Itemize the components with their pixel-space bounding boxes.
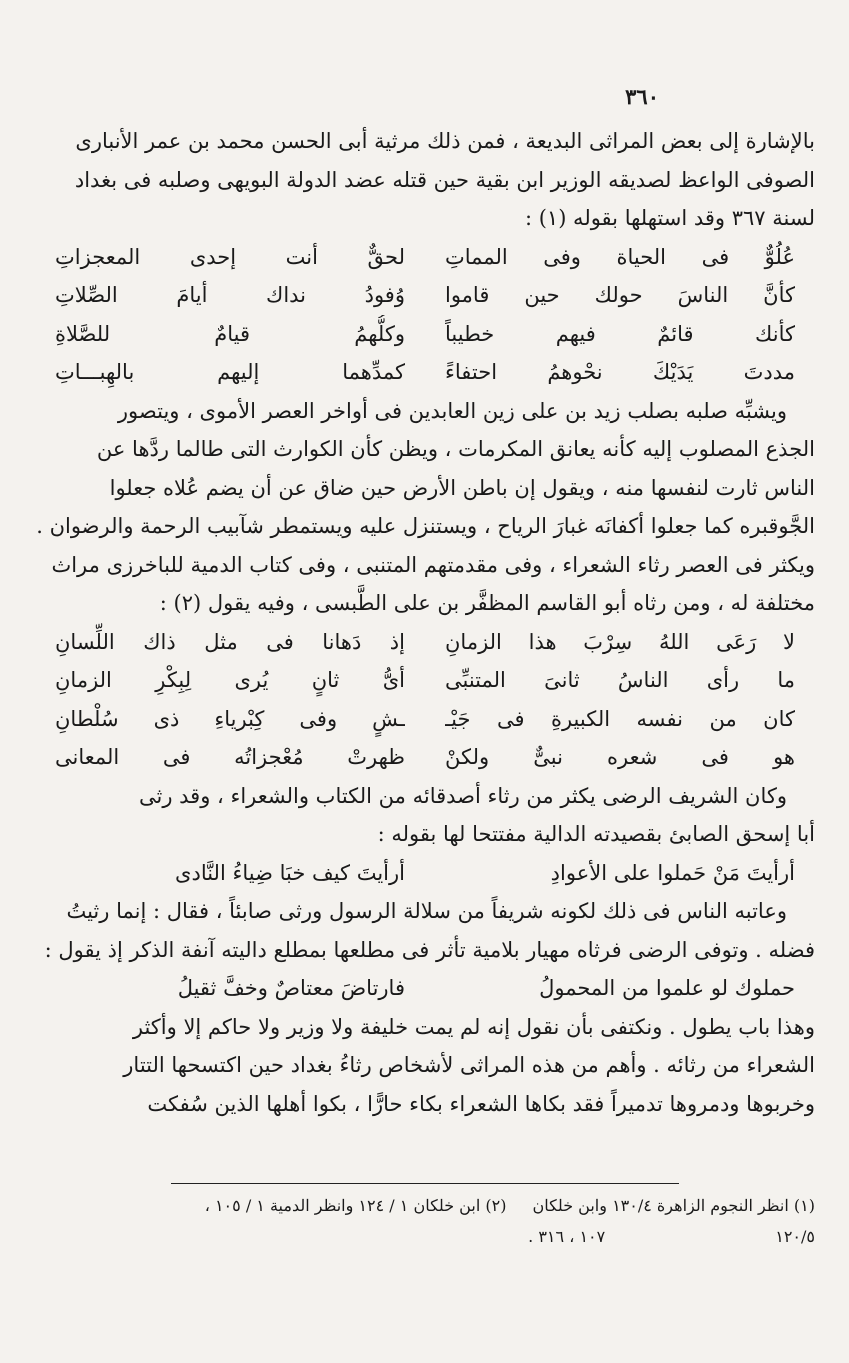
text-line: وخربوها ودمروها تدميراً فقد بكاها الشعراء بكاء حارًّا ، بكوا أهلها الذين سُفكت [147,1091,815,1116]
verse-hemistich: كمدِّهما إليهم بالهِبـــاتِ [55,360,405,384]
verse-hemistich: حملوك لو علموا من المحمولُ [539,976,795,1000]
text-line: وهذا باب يطول . ونكتفى بأن نقول إنه لم يمت خليفة ولا وزير ولا حاكم إلا وأكثر [132,1014,815,1039]
text-line: أبا إسحق الصابئ بقصيدته الدالية مفتتحا لها بقوله : [377,822,815,846]
verse-hemistich: إذ دَهانا فى مثل ذاك اللِّسانِ [55,629,405,654]
paragraph-3 [31,546,815,623]
paragraph-1 [31,122,815,238]
poem-2 [31,623,815,777]
poem-3 [31,854,815,893]
verse-hemistich: وُفودُ نداك أيامَ الصِّلاتِ [55,283,405,307]
paragraph-6 [31,1008,815,1124]
verse-hemistich: هو فى شعره نبىٌّ ولكنْ [445,745,795,769]
verse-hemistich: ظهرتْ مُعْجزاتُه فى المعانى [55,745,405,769]
footnote-2: (٢) ابن خلكان ١ / ١٢٤ وانظر الدمية ١ / ١٠٥ ، [204,1196,507,1215]
text-line: الجَّوقبره كما جعلوا أكفانَه غبارَ الرياح ، ويستنزل عليه ويستمطر شآبيب الرحمة والرضوان . [36,514,815,538]
text-line: ويكثر فى العصر رثاء الشعراء ، وفى مقدمتهم المتنبى ، وفى كتاب الدمية للباخرزى مراث [51,552,815,577]
text-line: فضله . وتوفى الرضى فرثاه مهيار بلامية تأثر فى مطلعها بمطلع داليته آنفة الذكر إذ يقول : [44,937,815,962]
body-text [31,122,815,1123]
text-line: الناس ثارت لنفسها منه ، ويقول إن باطن الأرض حين ضاق عن أن يضم عُلاه جعلوا [109,475,815,500]
text-line: لسنة ٣٦٧ وقد استهلها بقوله (١) : [524,206,815,230]
poem-4 [31,969,815,1008]
footnote-line [31,1190,815,1221]
verse-hemistich: أىُّ ثانٍ يُرى لِبِكْرِ الزمانِ [55,668,405,692]
text-line: الصوفى الواعظ لصديقه الوزير ابن بقية حين قتله عضد الدولة البويهى وصلبه فى بغداد [74,167,815,192]
text-line: مختلفة له ، ومن رثاه أبو القاسم المظفَّر بن على الطَّبسى ، وفيه يقول (٢) : [159,591,815,615]
text-line: بالإشارة إلى بعض المراثى البديعة ، فمن ذلك مرثية أبى الحسن محمد بن عمر الأنبارى [75,129,815,153]
verse-hemistich: ـشٍ وفى كِبْرياءِ ذى سُلْطانِ [55,706,405,731]
verse-hemistich: ما رأى الناسُ ثانىَ المتنبِّى [445,668,795,692]
page-number: ٣٦٠ [625,84,659,109]
text-line: ويشبِّه صلبه بصلب زيد بن على زين العابدين فى أواخر العصر الأموى ، ويتصور [117,398,787,423]
text-line: الجذع المصلوب إليه كأنه يعانق المكرمات ، ويظن كأن الكوارث التى طالما ردَّها عن [96,437,815,461]
verse-hemistich: فارتاضَ معتاصٌ وخفَّ ثقيلُ [177,976,405,1000]
verse-hemistich: أرأيتَ كيف خبَا ضِياءُ النَّادى [175,860,405,885]
verse-hemistich: لا رَعَى اللهُ سِرْبَ هذا الزمانِ [445,629,795,654]
text-line: وكان الشريف الرضى يكثر من رثاء أصدقائه من الكتاب والشعراء ، وقد رثى [138,783,787,808]
footnote-2-continued: ١٠٧ ، ٣١٦ . [528,1227,606,1246]
verse-hemistich: أرأيتَ مَنْ حَملوا على الأعوادِ [550,860,795,885]
footnote-1-continued: ١٢٠/٥ [775,1227,815,1246]
paragraph-2 [31,392,815,546]
paragraph-5 [31,892,815,969]
paragraph-4 [31,777,815,854]
verse-hemistich: كان من نفسه الكبيرةِ فى جَيْـ [445,706,795,731]
verse-hemistich: وكلُّهمُ قيامٌ للصَّلاةِ [55,321,405,346]
footnote-1: (١) انظر النجوم الزاهرة ١٣٠/٤ وابن خلكان [532,1196,815,1215]
text-line: وعاتبه الناس فى ذلك لكونه شريفاً من سلالة الرسول ورثى صابئاً ، فقال : إنما رثيتُ [66,899,787,923]
verse-hemistich: عُلُوٌّ فى الحياة وفى المماتِ [445,244,795,269]
verse-hemistich: مددتَ يَدَيْكَ نحْوهمُ احتفاءً [445,360,795,384]
footnote-divider [171,1183,679,1184]
poem-1 [31,238,815,392]
footnotes [31,1190,815,1252]
footnote-line [31,1221,815,1252]
verse-hemistich: لحقٌّ أنت إحدى المعجزاتِ [55,244,405,269]
verse-hemistich: كأنك قائمٌ فيهم خطيباً [445,321,795,346]
verse-hemistich: كأنَّ الناسَ حولك حين قاموا [445,283,795,307]
text-line: الشعراء من رثائه . وأهم من هذه المراثى لأشخاص رثاءُ بغداد حين اكتسحها التتار [123,1053,815,1077]
